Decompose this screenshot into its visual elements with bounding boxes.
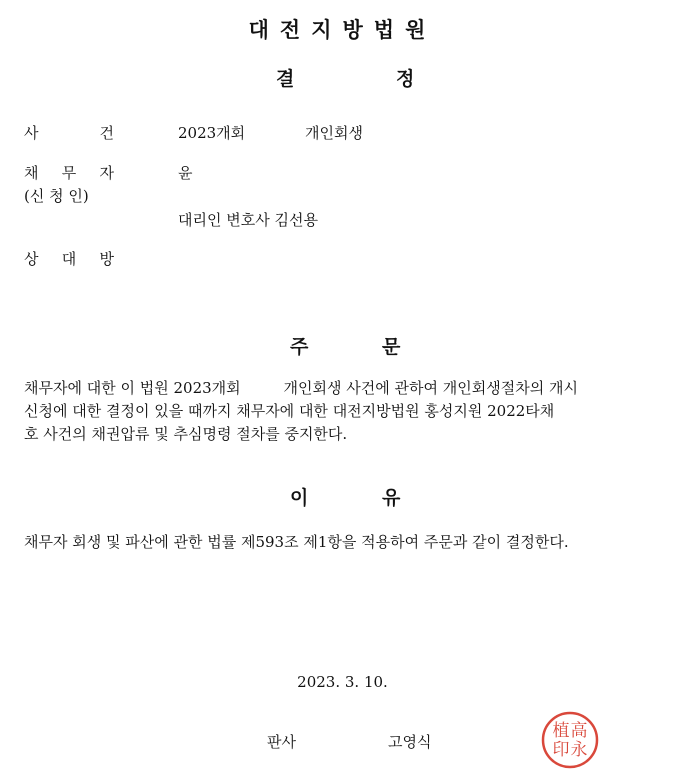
case-name: 개인회생 bbox=[305, 124, 363, 142]
case-label-char: 건 bbox=[99, 124, 114, 142]
debtor-name: 윤 bbox=[178, 164, 193, 182]
case-label bbox=[24, 122, 114, 143]
debtor-agent: 대리인 변호사 김선용 bbox=[178, 211, 318, 229]
reason-heading-right: 유 bbox=[382, 487, 401, 509]
debtor-label bbox=[24, 162, 114, 183]
order-line: 호 사건의 채권압류 및 추심명령 절차를 중지한다. bbox=[24, 425, 348, 443]
judge-seal-icon bbox=[540, 710, 600, 770]
seal-char: 高 bbox=[570, 721, 588, 741]
opponent-label-char: 방 bbox=[99, 250, 114, 268]
judge-title: 판사 bbox=[267, 733, 296, 751]
opponent-label bbox=[24, 248, 114, 269]
opponent-label-char: 대 bbox=[61, 250, 77, 268]
debtor-label-char: 채 bbox=[24, 164, 39, 182]
reason-heading-left: 이 bbox=[290, 487, 309, 509]
seal-char: 印 bbox=[552, 740, 570, 760]
case-number: 2023개회 bbox=[178, 124, 246, 142]
order-line: 신청에 대한 결정이 있을 때까지 채무자에 대한 대전지방법원 홍성지원 2022타채 bbox=[24, 402, 555, 420]
seal-char: 永 bbox=[570, 740, 588, 760]
doc-type-left: 결 bbox=[276, 68, 295, 90]
order-heading-left: 주 bbox=[290, 336, 309, 358]
judge-name: 고영식 bbox=[388, 733, 432, 751]
doc-type-right: 정 bbox=[396, 68, 415, 90]
case-label-char: 사 bbox=[24, 124, 39, 142]
reason-text: 채무자 회생 및 파산에 관한 법률 제593조 제1항을 적용하여 주문과 같이 결정한다. bbox=[24, 533, 569, 551]
decision-date: 2023. 3. 10. bbox=[297, 673, 388, 691]
debtor-label-char: 자 bbox=[99, 164, 114, 182]
order-text bbox=[24, 377, 669, 446]
order-heading-right: 문 bbox=[382, 336, 401, 358]
debtor-label-char: 무 bbox=[61, 164, 77, 182]
order-line: 채무자에 대한 이 법원 2023개회 개인회생 사건에 관하여 개인회생절차의 개시 bbox=[24, 379, 578, 397]
applicant-label: (신 청 인) bbox=[24, 187, 89, 205]
seal-char: 植 bbox=[552, 721, 570, 741]
opponent-label-char: 상 bbox=[24, 250, 39, 268]
court-name: 대전지방법원 bbox=[248, 18, 437, 42]
